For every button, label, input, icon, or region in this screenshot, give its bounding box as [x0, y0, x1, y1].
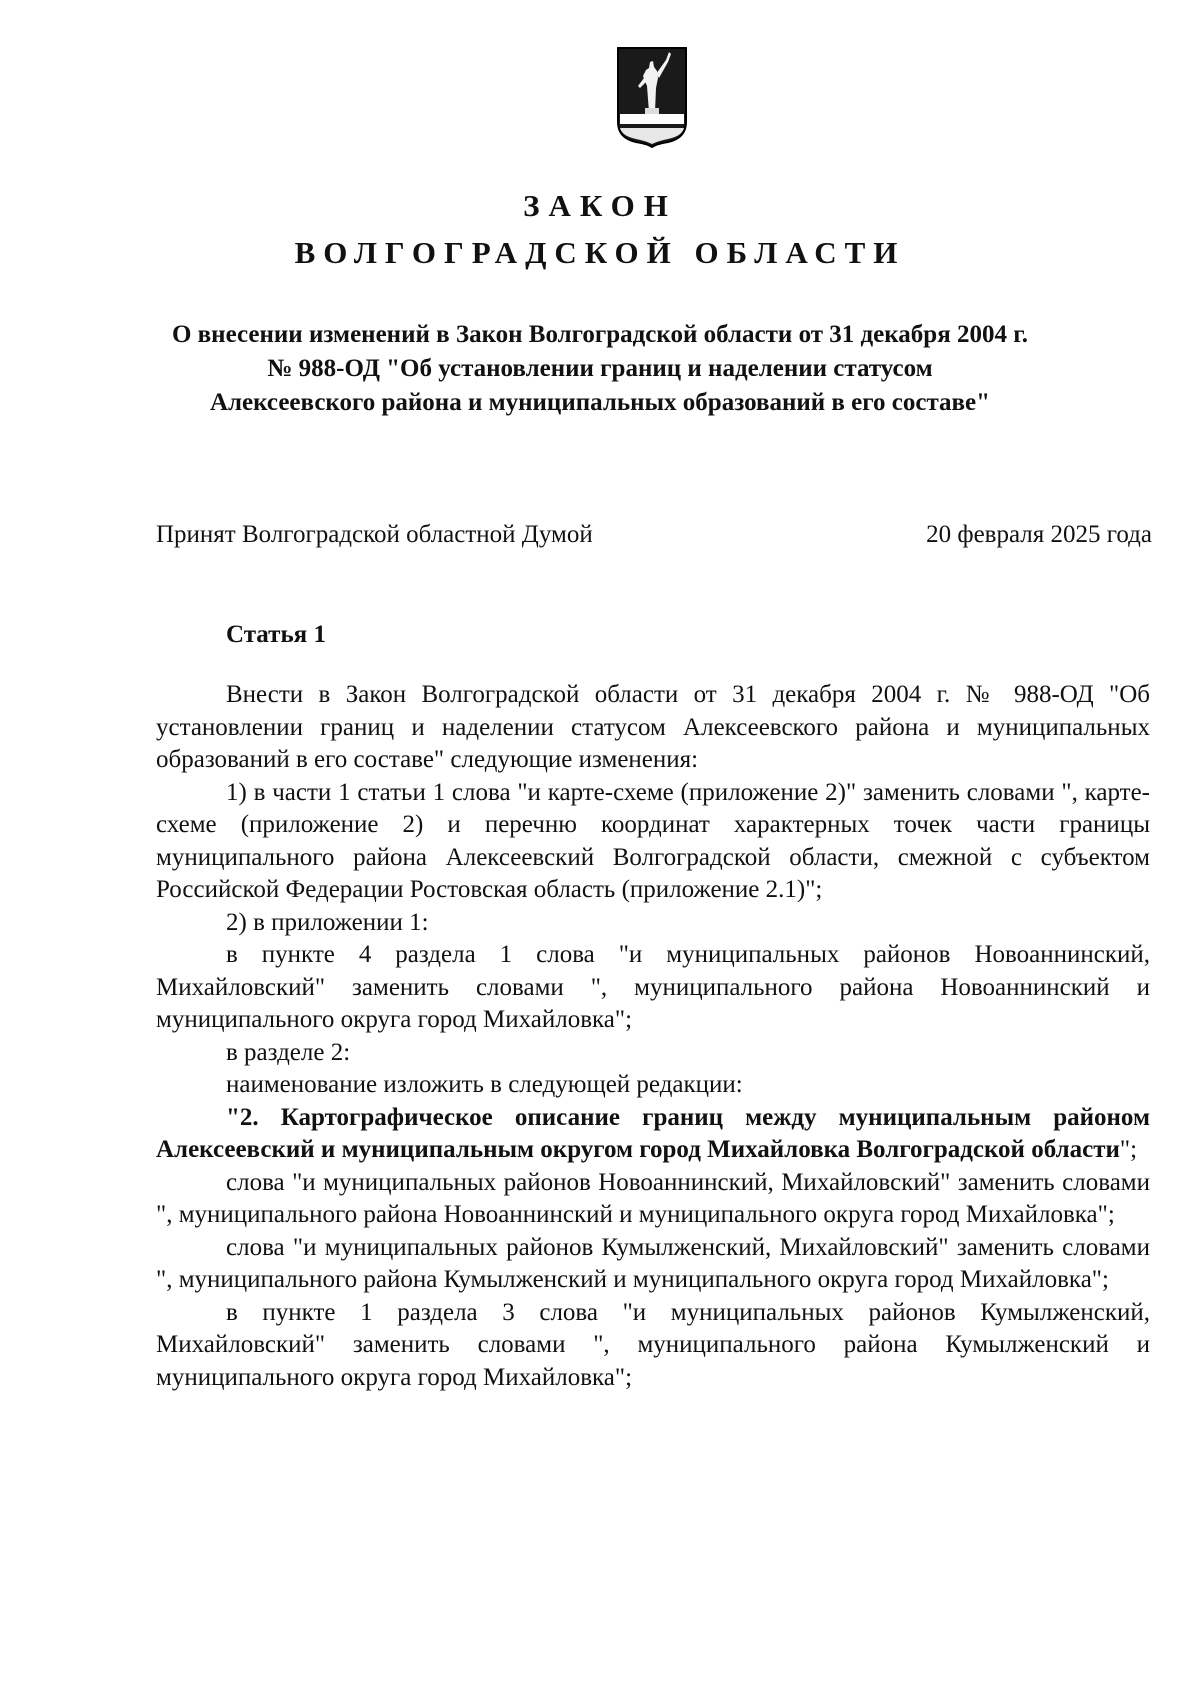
paragraph: в пункте 4 раздела 1 слова "и муниципальных районов Новоаннинский, Михайловский" заменить словами ", муниципального района Новоаннинский и муниципального округа город Михайловка";: [156, 941, 1150, 1033]
paragraph: наименование изложить в следующей редакции:: [226, 1071, 743, 1098]
law-title-line: О внесении изменений в Закон Волгоградской области от 31 декабря 2004 г.: [171, 321, 1029, 348]
law-title: [150, 318, 1050, 420]
article-body: [156, 679, 1150, 1394]
paragraph: 2) в приложении 1:: [226, 908, 429, 936]
law-heading: ЗАКОН: [523, 188, 677, 223]
law-title-line: Алексеевского района и муниципальных образований в его составе": [209, 389, 991, 416]
law-title-line: № 988-ОД "Об установлении границ и наделении статусом: [267, 355, 933, 382]
region-heading: ВОЛГОГРАДСКОЙ ОБЛАСТИ: [294, 235, 906, 270]
bold-quote-tail: ";: [1119, 1136, 1138, 1163]
paragraph: слова "и муниципальных районов Кумылженский, Михайловский" заменить словами ", муниципального района Кумылженский и муниципального округа город Михайловка";: [156, 1233, 1150, 1293]
paragraph: 1) в части 1 статьи 1 слова "и карте-схеме (приложение 2)" заменить словами ", карте-схеме (приложение 2) и перечню координат характерных точек части границы муниципального района Алексеевский Волгоградской области, смежной с субъектом Российской Федерации Ростовская область (приложение 2.1)";: [156, 778, 1150, 903]
adopted-by: Принят Волгоградской областной Думой: [156, 521, 593, 548]
coat-of-arms-emblem: [616, 46, 688, 148]
adoption-date: 20 февраля 2025 года: [926, 521, 1152, 548]
paragraph-bold-quote: [156, 1102, 1150, 1167]
paragraph: Внести в Закон Волгоградской области от 31 декабря 2004 г. № 988-ОД "Об установлении границ и наделении статусом Алексеевского района и муниципальных образований в его составе" следующие изменения:: [156, 681, 1150, 773]
adoption-row: [156, 518, 1152, 552]
paragraph: в разделе 2:: [226, 1038, 351, 1066]
paragraph: в пункте 1 раздела 3 слова "и муниципальных районов Кумылженский, Михайловский" заменить словами ", муниципального района Кумылженский и муниципального округа город Михайловка";: [156, 1298, 1150, 1391]
bold-quote-text: "2. Картографическое описание границ между муниципальным районом Алексеевский и муниципальным округом город Михайловка Волгоградской области: [156, 1103, 1150, 1163]
article-heading: Статья 1: [226, 621, 326, 648]
paragraph: слова "и муниципальных районов Новоаннинский, Михайловский" заменить словами ", муниципального района Новоаннинский и муниципального округа город Михайловка";: [156, 1168, 1150, 1228]
